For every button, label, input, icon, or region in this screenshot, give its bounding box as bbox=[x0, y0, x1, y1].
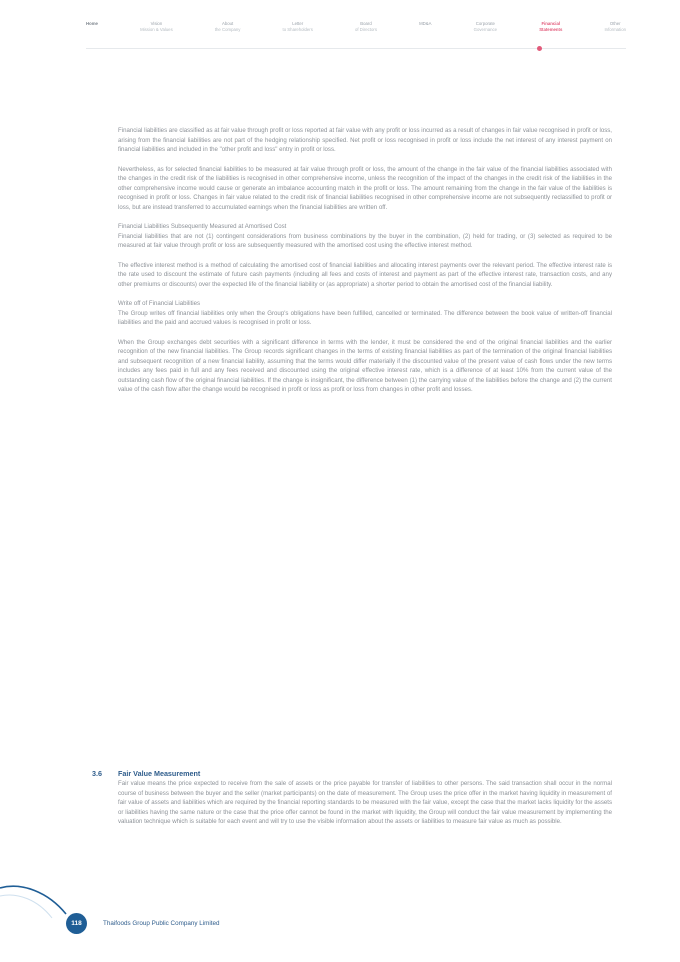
nav-vision-label: Vision bbox=[150, 21, 163, 26]
nav-mdna[interactable] bbox=[419, 21, 431, 51]
nav-financial-label: Financial bbox=[541, 21, 561, 26]
document-body bbox=[118, 126, 612, 405]
nav-other[interactable] bbox=[604, 21, 626, 51]
nav-mdna-label: MD&A bbox=[419, 21, 432, 26]
nav-home-label: Home bbox=[86, 21, 98, 26]
fair-value-section bbox=[92, 769, 612, 827]
page-number-badge: 118 bbox=[66, 913, 87, 934]
nav-governance[interactable] bbox=[474, 21, 497, 51]
nav-vision-sub: Mission & Values bbox=[140, 26, 173, 32]
nav-financial-sub: Statements bbox=[539, 26, 563, 32]
nav-divider bbox=[86, 48, 626, 49]
nav-financial-statements[interactable] bbox=[539, 21, 562, 51]
nav-letter-label: Letter bbox=[292, 21, 304, 26]
paragraph: Financial liabilities are classified as at fair value through profit or loss reported at fair value with any profit or loss incurred as a result of changes in fair value recognised in profit or loss, arising from the financial liabilities are not part of the hedging relationship specified. Net profit or loss recognised in profit or loss include the net interest of any interest payment on financial liabilities and included in the "other profit and loss" entry in profit or loss. bbox=[118, 127, 612, 153]
nav-letter-sub: to Shareholders bbox=[282, 26, 313, 32]
nav-board[interactable] bbox=[355, 21, 377, 51]
subheading: Financial Liabilities Subsequently Measured at Amortised Cost bbox=[118, 223, 287, 230]
paragraph: The Group writes off financial liabilities only when the Group's obligations have been fulfilled, cancelled or terminated. The difference between the book value of written-off financial liabilities and the paid and accrued values is recognised in profit or loss. bbox=[118, 309, 612, 326]
section-heading bbox=[92, 769, 612, 779]
paragraph: Nevertheless, as for selected financial liabilities to be measured at fair value through profit or loss, the amount of the change in the fair value of the financial liabilities associated with the changes in the credit risk of the liabilities is recognised in other comprehensive income, unless the recognition of the impact of the changes in the credit risk of the liabilities in the other comprehensive income would cause or generate an imbalance accounting match in the profit or loss. The amount remaining from the change in the fair value of the liabilities is recognised in profit or loss. Changes in fair value related to the credit risk of financial liabilities recognised in other comprehensive income are not subsequently reclassified to profit or loss, but are instead transferred to accumulated earnings when the financial liabilities are written off. bbox=[118, 165, 612, 211]
nav-about-label: About bbox=[222, 21, 234, 26]
nav-other-label: Other bbox=[609, 21, 621, 26]
nav-about[interactable] bbox=[215, 21, 241, 51]
subsequent-measurement-block bbox=[118, 222, 612, 251]
nav-governance-sub: Governance bbox=[473, 26, 498, 32]
section-number: 3.6 bbox=[92, 769, 102, 778]
active-section-marker bbox=[537, 46, 542, 51]
paragraph: Financial liabilities that are not (1) contingent considerations from business combinations by the buyer in the combination, (2) held for trading, or (3) selected as required to be measured at fair value through profit or loss are subsequently measured with the amortised cost using the effective interest method. bbox=[118, 232, 612, 249]
nav-other-sub: Information bbox=[604, 26, 626, 32]
nav-home[interactable] bbox=[86, 21, 98, 51]
write-off-block bbox=[118, 299, 612, 328]
nav-vision[interactable] bbox=[140, 21, 173, 51]
section-text: Fair value means the price expected to receive from the sale of assets or the price payable for transfer of liabilities to other persons. The said transaction shall occur in the normal course of business between the buyer and the seller (market participants) on the date of measurement. The Group uses the price offer in the market having liquidity in measurement of fair value of assets and liabilities which are required by the financial reporting standards to be measured with the fair value, except the case that the market lacks liquidity for the assets or liabilities having the same nature or the case that the price offer cannot be found in the market with liquidity, the Group will conduct the fair value measurement by implementing the valuation technique which is suitable for each event and will try to use the visible information about the assets or liabilities to measure fair value as much as possible. bbox=[118, 780, 612, 825]
paragraph: The effective interest method is a method of calculating the amortised cost of financial liabilities and allocating interest payments over the relevant period. The effective interest rate is the rate used to discount the estimate of future cash payments (including all fees and costs of interest and payment as part of the effective interest rate, transaction costs, and any other premiums or discounts) over the expected life of the financial liability or (as appropriate) a shorter period to obtain the amortised cost of the financial liability. bbox=[118, 261, 612, 288]
top-navigation bbox=[86, 21, 626, 51]
paragraph: When the Group exchanges debt securities with a significant difference in terms with the lender, it must be considered the end of the original financial liabilities and the earlier recognition of the new financial liabilities. The Group records significant changes in the terms of existing financial liabilities as part of the termination of the original financial liabilities and subsequent recognition of a new financial liability, assuming that the terms would differ materially if the discounted value of the present value of cash flows under the new terms includes any fees paid in full and any fees received and discounted using the original effective interest rate, which is a difference of at least 10% from the current value of the outstanding cash flow of the original financial liabilities. If the change is insignificant, the difference between (1) the carrying value of the liabilities before the change and (2) the current value of the cash flow after the change would be recognised in profit or loss as profit or loss from changes in other profit and losses. bbox=[118, 338, 612, 393]
nav-about-sub: the Company bbox=[214, 26, 241, 32]
nav-board-sub: of Directors bbox=[355, 26, 377, 32]
nav-letter[interactable] bbox=[283, 21, 313, 51]
section-title: Fair Value Measurement bbox=[118, 769, 201, 778]
subheading: Write off of Financial Liabilities bbox=[118, 300, 201, 307]
company-name: Thaifoods Group Public Company Limited bbox=[103, 920, 220, 927]
nav-governance-label: Corporate bbox=[475, 21, 495, 26]
nav-board-label: Board bbox=[360, 21, 372, 26]
